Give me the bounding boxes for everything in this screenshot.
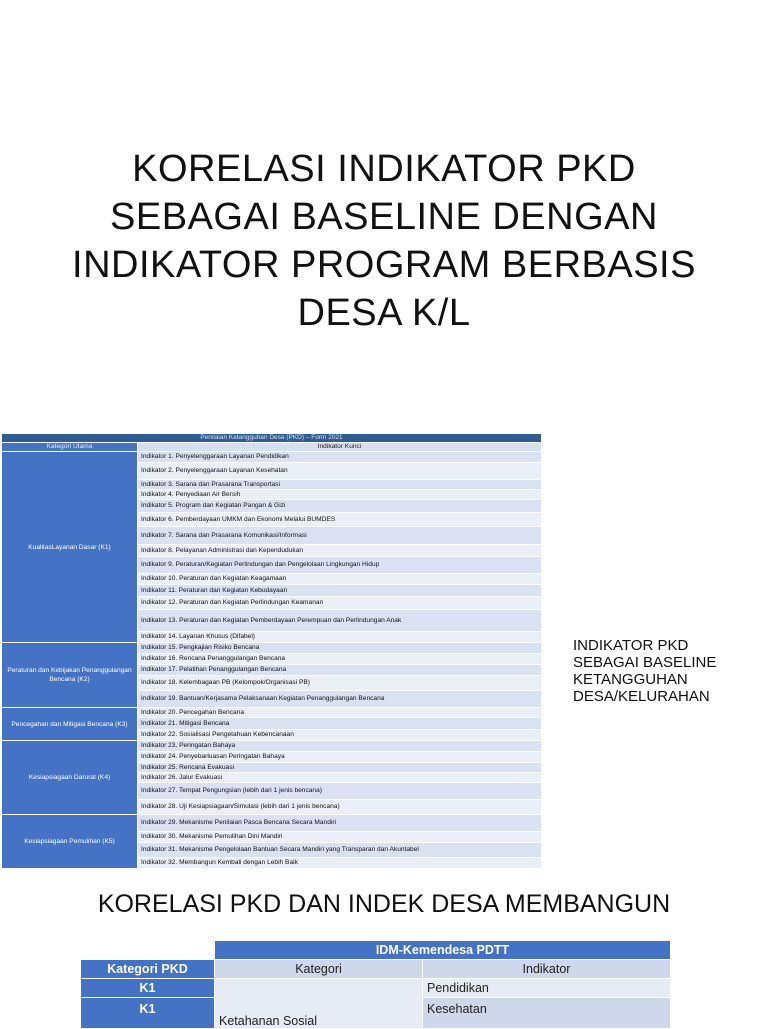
side-note (573, 637, 763, 705)
table-row (81, 979, 671, 998)
indicator-cell: Indikator 16. Rencana Penanggulangan Bencana (138, 654, 542, 665)
indicator-cell: Indikator 23. Peringatan Bahaya (138, 741, 542, 752)
table-row (2, 643, 542, 654)
indicator-cell: Indikator 30. Mekanisme Pemulihan Dini Mandiri (138, 832, 542, 843)
indicator-cell: Indikator 20. Pencegahan Bencana (138, 708, 542, 718)
pkd-table-caption: Penilaian Ketangguhan Desa (PKD) – Form 2021 (2, 434, 542, 443)
col-header-indikator: Indikator (423, 960, 671, 979)
indicator-cell: Indikator 6. Pemberdayaan UMKM dan Ekonomi Melalui BUMDES (138, 513, 542, 527)
col-header-kategori: Kategori (215, 960, 423, 979)
category-k2: Peraturan dan Kebijakan Penanggulangan Bencana (K2) (2, 643, 138, 708)
indicator-cell: Indikator 25. Rencana Evakuasi (138, 763, 542, 773)
title-line-3: INDIKATOR PROGRAM BERBASIS (72, 244, 696, 286)
col-header-kategori: Kategori Utama (2, 443, 138, 452)
indicator-cell: Indikator 13. Peraturan dan Kegiatan Pemberdayaan Perempuan dan Perlindungan Anak (138, 610, 542, 632)
empty-header-cell (81, 941, 215, 960)
table-row (2, 815, 542, 832)
side-note-line-3: KETANGGUHAN (573, 671, 688, 688)
idm-header-row (81, 960, 671, 979)
table-row (2, 708, 542, 718)
indicator-cell: Indikator 19. Bantuan/Kerjasama Pelaksanaan Kegiatan Penanggulangan Bencana (138, 691, 542, 708)
table-row (2, 741, 542, 752)
title-line-4: DESA K/L (297, 292, 471, 334)
indicator-cell: Indikator 1. Penyelenggaraan Layanan Pendidikan (138, 452, 542, 463)
kategori-pkd-cell: K1 (81, 998, 215, 1029)
side-note-line-2: SEBAGAI BASELINE (573, 654, 717, 671)
indicator-cell: Indikator 2. Penyelenggaraan Layanan Kesehatan (138, 463, 542, 480)
indicator-cell: Indikator 8. Pelayanan Administrasi dan Kependudukan (138, 545, 542, 557)
kategori-cell: Ketahanan Sosial (215, 979, 423, 1029)
indicator-cell: Indikator 5. Program dan Kegiatan Pangan & Gizi (138, 500, 542, 513)
idm-group-header-row (81, 941, 671, 960)
indikator-cell: Pendidikan (423, 979, 671, 998)
category-k1: KualitasLayanan Dasar (K1) (2, 452, 138, 643)
indicator-cell: Indikator 4. Penyediaan Air Bersih (138, 490, 542, 500)
indicator-cell: Indikator 24. Penyebarluasan Peringatan Bahaya (138, 752, 542, 763)
indicator-cell: Indikator 9. Peraturan/Kegiatan Perlindungan dan Pengelolaan Lingkungan Hidup (138, 557, 542, 574)
category-k3: Pencegahan dan Mitigasi Bencana (K3) (2, 708, 138, 741)
indicator-cell: Indikator 22. Sosialisasi Pengetahuan Kebencanaan (138, 730, 542, 741)
indicator-cell: Indikator 14. Layanan Khusus (Difabel) (138, 632, 542, 643)
indicator-cell: Indikator 27. Tempat Pengungsian (lebih dari 1 jenis bencana) (138, 783, 542, 800)
indicator-cell: Indikator 29. Mekanisme Penilaian Pasca Bencana Secara Mandiri (138, 815, 542, 832)
indicator-cell: Indikator 21. Mitigasi Bencana (138, 718, 542, 730)
indicator-cell: Indikator 32. Membangun Kembali dengan Lebih Baik (138, 858, 542, 869)
indicator-cell: Indikator 3. Sarana dan Prasarana Transportasi (138, 480, 542, 490)
pkd-caption-row (2, 434, 542, 443)
idm-correlation-table (80, 940, 671, 1029)
kategori-pkd-cell: K1 (81, 979, 215, 998)
side-note-line-4: DESA/KELURAHAN (573, 688, 710, 705)
col-header-kategori-pkd: Kategori PKD (81, 960, 215, 979)
category-k4: Kesiapsiagaan Darurat (K4) (2, 741, 138, 815)
indicator-cell: Indikator 26. Jalur Evakuasi (138, 773, 542, 783)
side-note-line-1: INDIKATOR PKD (573, 637, 689, 654)
indicator-cell: Indikator 31. Mekanisme Pengelolaan Bantuan Secara Mandiri yang Transparan dan Akuntabel (138, 843, 542, 858)
pkd-indicator-table (1, 433, 542, 869)
indicator-cell: Indikator 11. Peraturan dan Kegiatan Kebudayaan (138, 585, 542, 597)
indicator-cell: Indikator 12. Peraturan dan Kegiatan Perlindungan Keamanan (138, 597, 542, 610)
indicator-cell: Indikator 10. Peraturan dan Kegiatan Keagamaan (138, 574, 542, 585)
indicator-cell: Indikator 7. Sarana dan Prasarana Komunikasi/Informasi (138, 527, 542, 545)
title-line-1: KORELASI INDIKATOR PKD (132, 148, 636, 190)
indicator-cell: Indikator 15. Pengkajian Risiko Bencana (138, 643, 542, 654)
indicator-cell: Indikator 28. Uji Kesiapsiagaan/Simulasi (lebih dari 1 jenis bencana) (138, 800, 542, 815)
section-title: KORELASI PKD DAN INDEK DESA MEMBANGUN (97, 890, 671, 918)
idm-group-header: IDM-Kemendesa PDTT (215, 941, 671, 960)
indicator-cell: Indikator 17. Pelatihan Penanggulangan Bencana (138, 665, 542, 676)
indicator-cell: Indikator 18. Kelembagaan PB (Kelompok/Organisasi PB) (138, 676, 542, 691)
pkd-header-row (2, 443, 542, 452)
col-header-indikator: Indikator Kunci (138, 443, 542, 452)
table-row (2, 452, 542, 463)
page-title (60, 145, 708, 337)
title-line-2: SEBAGAI BASELINE DENGAN (110, 196, 658, 238)
category-k5: Kesiapsiagaan Pemulihan (K5) (2, 815, 138, 869)
indikator-cell: Kesehatan (423, 998, 671, 1029)
